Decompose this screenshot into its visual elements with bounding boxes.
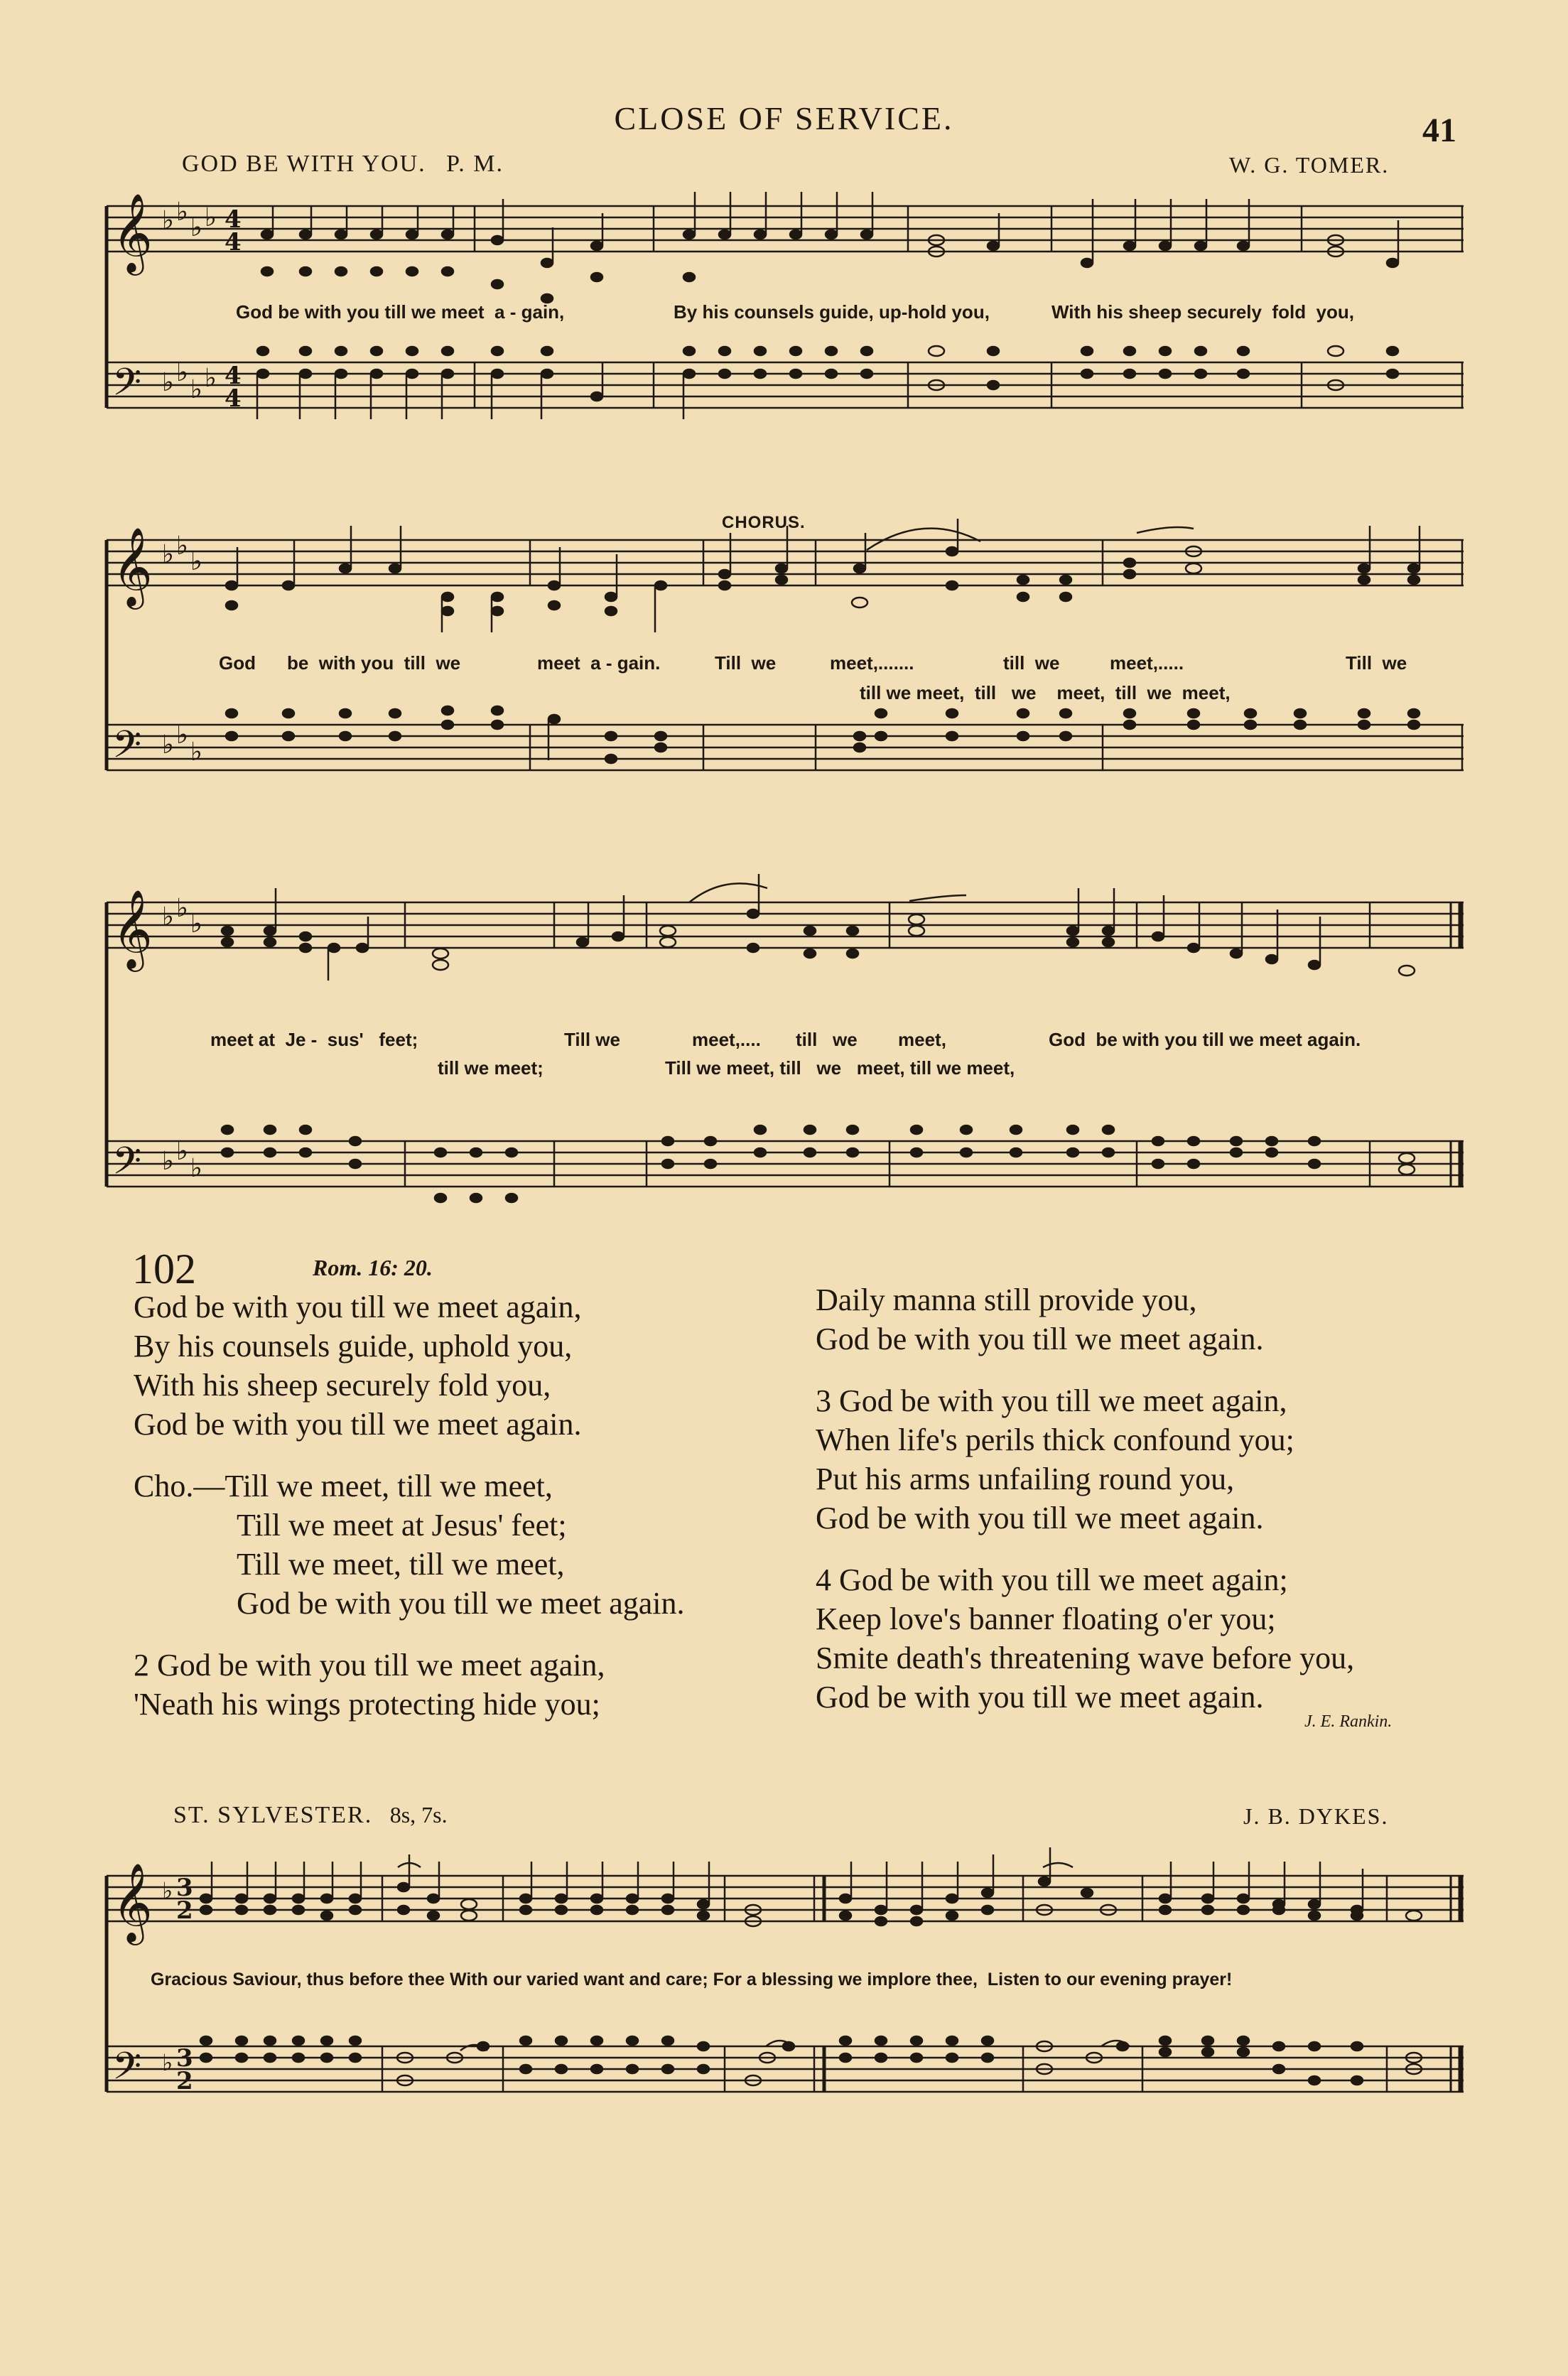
lyrics-system-3-c: meet,....	[692, 1029, 761, 1050]
lyrics-system-2-e: meet,.......	[830, 652, 914, 674]
verse-line: God be with you till we meet again.	[816, 1322, 1264, 1356]
lyrics-system-3-e: meet,	[898, 1029, 946, 1050]
svg-text:♭: ♭	[162, 540, 174, 569]
scripture-reference: Rom. 16: 20.	[313, 1255, 433, 1280]
lyrics-system-2-alt: till we meet, till we meet, till we meet,	[860, 682, 1231, 703]
lyrics-system-3-d: till we	[796, 1029, 858, 1050]
lyrics-system-3-f: God be with you till we meet again.	[1049, 1029, 1361, 1050]
lyrics-system-2-c: meet a - gain.	[537, 652, 661, 674]
svg-text:♭: ♭	[190, 909, 202, 939]
svg-text:♭: ♭	[176, 720, 188, 750]
lyrics-system-3-a: meet at Je - sus' feet;	[210, 1029, 418, 1050]
author-attribution: J. E. Rankin.	[1304, 1712, 1393, 1731]
verse-line: God be with you till we meet again.	[816, 1501, 1264, 1535]
svg-text:♭: ♭	[176, 894, 188, 923]
svg-text:𝄢: 𝄢	[112, 1140, 142, 1192]
stanza-2	[134, 1646, 685, 1724]
verse-line: 2 God be with you till we meet again,	[134, 1648, 605, 1683]
verse-line: Till we meet, till we meet,	[237, 1547, 565, 1582]
tune-meter: 8s, 7s.	[389, 1802, 448, 1827]
verse-line: Smite death's threatening wave before you,	[816, 1641, 1355, 1675]
lyrics-system-2-d: Till we	[715, 652, 777, 674]
verse-line: God be with you till we meet again.	[237, 1586, 685, 1621]
svg-text:𝄞: 𝄞	[112, 526, 153, 606]
verse-line: 3 God be with you till we meet again,	[816, 1383, 1287, 1418]
verse-line: God be with you till we meet again.	[134, 1407, 582, 1442]
lyrics-system-3-b: Till we	[564, 1029, 620, 1050]
tune-name-2	[173, 1802, 448, 1829]
verse-line: Keep love's banner floating o'er you;	[816, 1602, 1276, 1636]
svg-text:𝄢: 𝄢	[112, 361, 142, 414]
svg-text:𝄢: 𝄢	[112, 2045, 142, 2097]
svg-text:𝄞: 𝄞	[112, 193, 153, 272]
verse-line: God be with you till we meet again,	[134, 1290, 582, 1324]
svg-text:♭: ♭	[162, 368, 174, 397]
verse-line: By his counsels guide, uphold you,	[134, 1329, 573, 1364]
lyrics-system-2-g: meet,.....	[1110, 652, 1184, 674]
svg-text:♭: ♭	[162, 1147, 174, 1176]
chorus-stanza	[134, 1467, 685, 1623]
svg-text:4: 4	[225, 205, 242, 234]
svg-text:2: 2	[176, 2067, 193, 2095]
lyrics-system-1-c: With his sheep securely fold you,	[1051, 301, 1354, 323]
svg-text:4: 4	[225, 384, 242, 413]
verse-line: 4 God be with you till we meet again;	[816, 1562, 1288, 1597]
lyrics-system-4: Gracious Saviour, thus before thee With our varied want and care; For a blessing we implore thee, Listen to our evening prayer!	[151, 1970, 1233, 1989]
svg-text:3: 3	[176, 2044, 193, 2073]
running-head: CLOSE OF SERVICE.	[614, 100, 954, 136]
svg-text:♭: ♭	[176, 531, 188, 561]
svg-text:♭: ♭	[205, 203, 217, 232]
stanza-2-cont	[816, 1280, 1354, 1359]
svg-text:♭: ♭	[162, 1877, 173, 1904]
svg-text:𝄞: 𝄞	[112, 1862, 153, 1942]
music-system-4	[99, 1840, 1471, 2146]
lyrics-system-3-alt-a: till we meet;	[438, 1057, 544, 1079]
tune-meter: P. M.	[446, 151, 504, 177]
verse-column-right	[816, 1280, 1354, 1739]
verse-line: 'Neath his wings protecting hide you;	[134, 1687, 600, 1722]
lyrics-system-2-f: till we	[1003, 652, 1060, 674]
svg-text:♭: ♭	[176, 198, 188, 227]
svg-text:♭: ♭	[162, 206, 174, 235]
svg-text:♭: ♭	[162, 2049, 173, 2076]
svg-text:4: 4	[225, 228, 242, 256]
svg-text:♭: ♭	[176, 1137, 188, 1166]
verse-line	[134, 1467, 685, 1506]
stanza-1	[134, 1287, 685, 1444]
tune-title: ST. SYLVESTER.	[173, 1802, 373, 1828]
svg-text:♭: ♭	[205, 364, 217, 393]
svg-text:♭: ♭	[162, 902, 174, 932]
verse-line: Daily manna still provide you,	[816, 1282, 1197, 1317]
composer-2: J. B. DYKES.	[1243, 1803, 1389, 1829]
chorus-prefix: Cho.—	[134, 1469, 225, 1503]
svg-text:♭: ♭	[190, 547, 202, 576]
stanza-3	[816, 1381, 1354, 1538]
verse-line: God be with you till we meet again.	[816, 1680, 1264, 1714]
svg-text:2: 2	[176, 1896, 193, 1925]
svg-text:4: 4	[225, 362, 242, 390]
composer-1: W. G. TOMER.	[1229, 152, 1390, 178]
svg-text:♭: ♭	[190, 738, 202, 767]
stanza-4	[816, 1560, 1354, 1717]
svg-text:𝄢: 𝄢	[112, 723, 142, 776]
svg-text:♭: ♭	[190, 375, 202, 404]
verse-line: When life's perils thick confound you;	[816, 1422, 1294, 1457]
svg-text:♭: ♭	[190, 1154, 202, 1183]
lyrics-system-2-a: God	[219, 652, 256, 674]
verse-line: With his sheep securely fold you,	[134, 1368, 551, 1403]
svg-text:3: 3	[176, 1874, 193, 1902]
svg-text:♭: ♭	[190, 213, 202, 242]
hymn-number: 102	[132, 1246, 196, 1292]
svg-text:♭: ♭	[162, 730, 174, 760]
lyrics-system-2-b: be with you till we	[287, 652, 461, 674]
lyrics-system-1-b: By his counsels guide, up-hold you,	[674, 301, 990, 323]
verse-line: Till we meet at Jesus' feet;	[237, 1508, 567, 1543]
tune-name-1	[182, 151, 504, 178]
page-number: 41	[1422, 112, 1456, 149]
chorus-label: CHORUS.	[722, 513, 806, 532]
tune-title: GOD BE WITH YOU.	[182, 151, 426, 177]
svg-text:𝄞: 𝄞	[112, 889, 153, 968]
verse-column-left	[134, 1287, 685, 1746]
lyrics-system-3-alt-b: Till we meet, till we meet, till we meet,	[665, 1057, 1015, 1079]
svg-text:♭: ♭	[176, 358, 188, 387]
verse-line: Put his arms unfailing round you,	[816, 1462, 1235, 1496]
lyrics-system-1-a: God be with you till we meet a - gain,	[236, 301, 565, 323]
chorus-line: Till we meet, till we meet,	[225, 1469, 553, 1503]
lyrics-system-2-h: Till we	[1346, 652, 1407, 674]
